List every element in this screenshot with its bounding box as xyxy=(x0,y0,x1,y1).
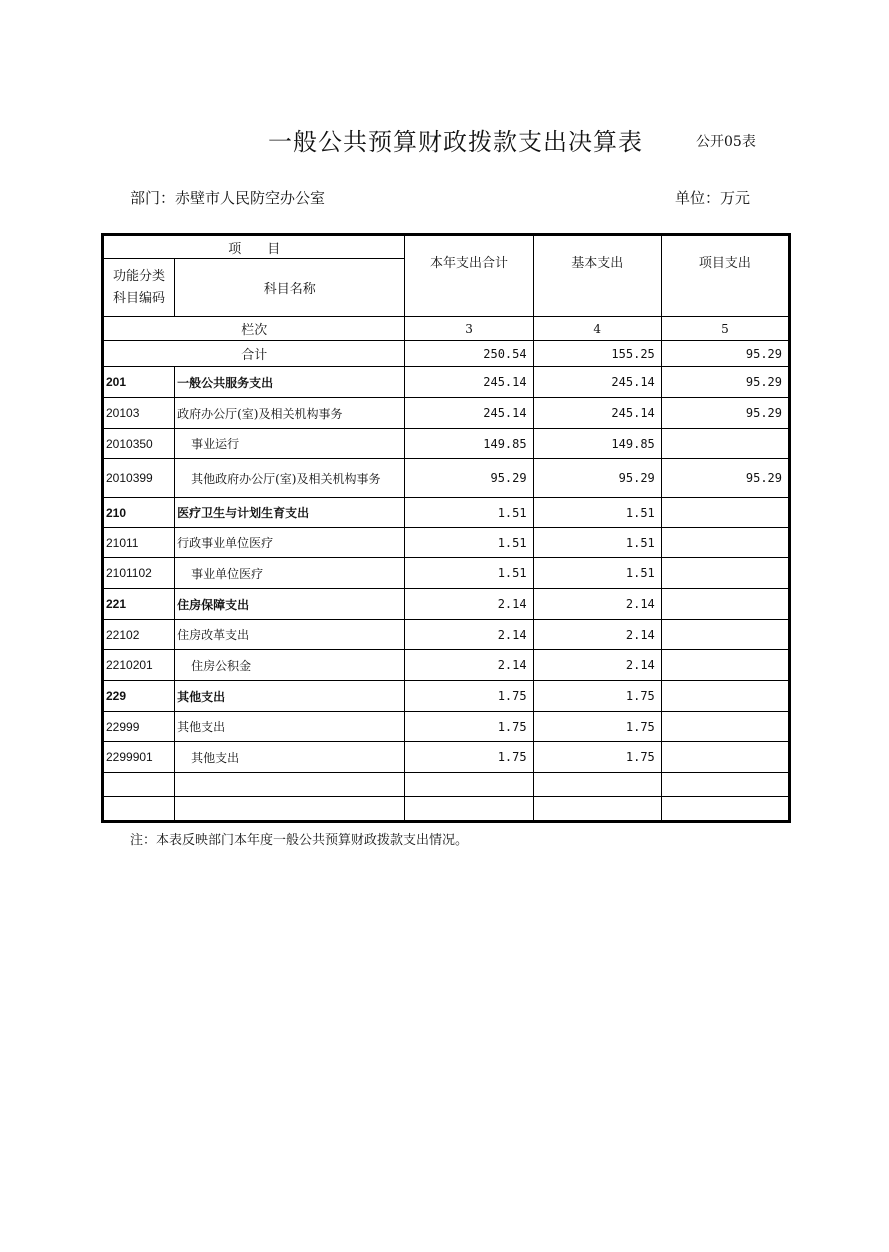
cell-name: 住房公积金 xyxy=(175,650,405,681)
table-row xyxy=(103,528,790,558)
cell-project xyxy=(661,528,789,558)
summary-total: 250.54 xyxy=(405,341,533,367)
expenditure-table xyxy=(101,233,791,823)
empty-cell xyxy=(661,773,789,797)
column-label: 栏次 xyxy=(103,317,405,341)
cell-basic: 245.14 xyxy=(533,367,661,398)
empty-cell xyxy=(103,797,175,822)
cell-name: 事业运行 xyxy=(175,429,405,459)
cell-total: 2.14 xyxy=(405,589,533,620)
cell-name: 政府办公厅(室)及相关机构事务 xyxy=(175,398,405,429)
cell-code: 20103 xyxy=(103,398,175,429)
table-row xyxy=(103,650,790,681)
cell-project xyxy=(661,742,789,773)
empty-row xyxy=(103,773,790,797)
empty-cell xyxy=(661,797,789,822)
table-row xyxy=(103,398,790,429)
cell-project: 95.29 xyxy=(661,398,789,429)
cell-total: 2.14 xyxy=(405,650,533,681)
cell-name: 行政事业单位医疗 xyxy=(175,528,405,558)
cell-basic: 2.14 xyxy=(533,589,661,620)
cell-basic: 149.85 xyxy=(533,429,661,459)
form-number: 公开05表 xyxy=(696,134,756,150)
cell-code: 2210201 xyxy=(103,650,175,681)
cell-basic: 1.75 xyxy=(533,712,661,742)
cell-project xyxy=(661,429,789,459)
cell-project xyxy=(661,558,789,589)
header-subject-name: 科目名称 xyxy=(175,259,405,317)
cell-name: 一般公共服务支出 xyxy=(175,367,405,398)
cell-total: 1.51 xyxy=(405,498,533,528)
cell-total: 245.14 xyxy=(405,367,533,398)
empty-cell xyxy=(175,773,405,797)
cell-code: 201 xyxy=(103,367,175,398)
table-row xyxy=(103,367,790,398)
cell-project xyxy=(661,681,789,712)
cell-code: 2101102 xyxy=(103,558,175,589)
summary-basic: 155.25 xyxy=(533,341,661,367)
cell-name: 住房改革支出 xyxy=(175,620,405,650)
cell-code: 2010350 xyxy=(103,429,175,459)
cell-project: 95.29 xyxy=(661,367,789,398)
cell-total: 95.29 xyxy=(405,459,533,498)
cell-total: 1.75 xyxy=(405,681,533,712)
cell-project xyxy=(661,498,789,528)
cell-total: 1.51 xyxy=(405,558,533,589)
cell-name: 其他支出 xyxy=(175,712,405,742)
table-row xyxy=(103,712,790,742)
cell-basic: 2.14 xyxy=(533,620,661,650)
cell-basic: 1.75 xyxy=(533,681,661,712)
cell-basic: 1.75 xyxy=(533,742,661,773)
cell-basic: 95.29 xyxy=(533,459,661,498)
cell-project xyxy=(661,620,789,650)
cell-basic: 1.51 xyxy=(533,498,661,528)
summary-label: 合计 xyxy=(103,341,405,367)
cell-name: 住房保障支出 xyxy=(175,589,405,620)
table-row xyxy=(103,589,790,620)
header-total: 本年支出合计 xyxy=(405,235,533,317)
empty-cell xyxy=(405,797,533,822)
cell-total: 149.85 xyxy=(405,429,533,459)
column-number-project: 5 xyxy=(661,317,789,341)
cell-name: 医疗卫生与计划生育支出 xyxy=(175,498,405,528)
cell-name: 其他支出 xyxy=(175,681,405,712)
header-project-exp: 项目支出 xyxy=(661,235,789,317)
table-row xyxy=(103,429,790,459)
cell-name: 其他政府办公厅(室)及相关机构事务 xyxy=(175,459,405,498)
cell-basic: 1.51 xyxy=(533,558,661,589)
cell-code: 229 xyxy=(103,681,175,712)
cell-code: 21011 xyxy=(103,528,175,558)
header-row-project xyxy=(103,235,790,259)
column-number-basic: 4 xyxy=(533,317,661,341)
cell-code: 22102 xyxy=(103,620,175,650)
cell-project xyxy=(661,650,789,681)
table-row xyxy=(103,459,790,498)
cell-code: 2010399 xyxy=(103,459,175,498)
empty-cell xyxy=(533,797,661,822)
table-row xyxy=(103,558,790,589)
summary-row xyxy=(103,341,790,367)
column-number-total: 3 xyxy=(405,317,533,341)
cell-code: 221 xyxy=(103,589,175,620)
cell-name: 事业单位医疗 xyxy=(175,558,405,589)
footnote: 注：本表反映部门本年度一般公共预算财政拨款支出情况。 xyxy=(130,833,469,848)
cell-basic: 2.14 xyxy=(533,650,661,681)
cell-name: 其他支出 xyxy=(175,742,405,773)
page-title: 一般公共预算财政拨款支出决算表 xyxy=(268,128,643,156)
table-row xyxy=(103,742,790,773)
column-number-row xyxy=(103,317,790,341)
empty-cell xyxy=(533,773,661,797)
header-project: 项 目 xyxy=(103,235,405,259)
table-row xyxy=(103,498,790,528)
cell-total: 1.75 xyxy=(405,712,533,742)
department-label: 部门：赤壁市人民防空办公室 xyxy=(130,189,326,207)
empty-cell xyxy=(103,773,175,797)
cell-total: 1.51 xyxy=(405,528,533,558)
cell-code: 210 xyxy=(103,498,175,528)
table-row xyxy=(103,681,790,712)
cell-basic: 1.51 xyxy=(533,528,661,558)
header-func-code: 功能分类 科目编码 xyxy=(103,259,175,317)
cell-total: 1.75 xyxy=(405,742,533,773)
cell-project: 95.29 xyxy=(661,459,789,498)
empty-row xyxy=(103,797,790,822)
cell-code: 2299901 xyxy=(103,742,175,773)
cell-project xyxy=(661,589,789,620)
cell-basic: 245.14 xyxy=(533,398,661,429)
cell-code: 22999 xyxy=(103,712,175,742)
cell-total: 245.14 xyxy=(405,398,533,429)
empty-cell xyxy=(175,797,405,822)
cell-project xyxy=(661,712,789,742)
cell-total: 2.14 xyxy=(405,620,533,650)
table-row xyxy=(103,620,790,650)
summary-project: 95.29 xyxy=(661,341,789,367)
empty-cell xyxy=(405,773,533,797)
unit-label: 单位：万元 xyxy=(675,189,751,207)
header-basic: 基本支出 xyxy=(533,235,661,317)
